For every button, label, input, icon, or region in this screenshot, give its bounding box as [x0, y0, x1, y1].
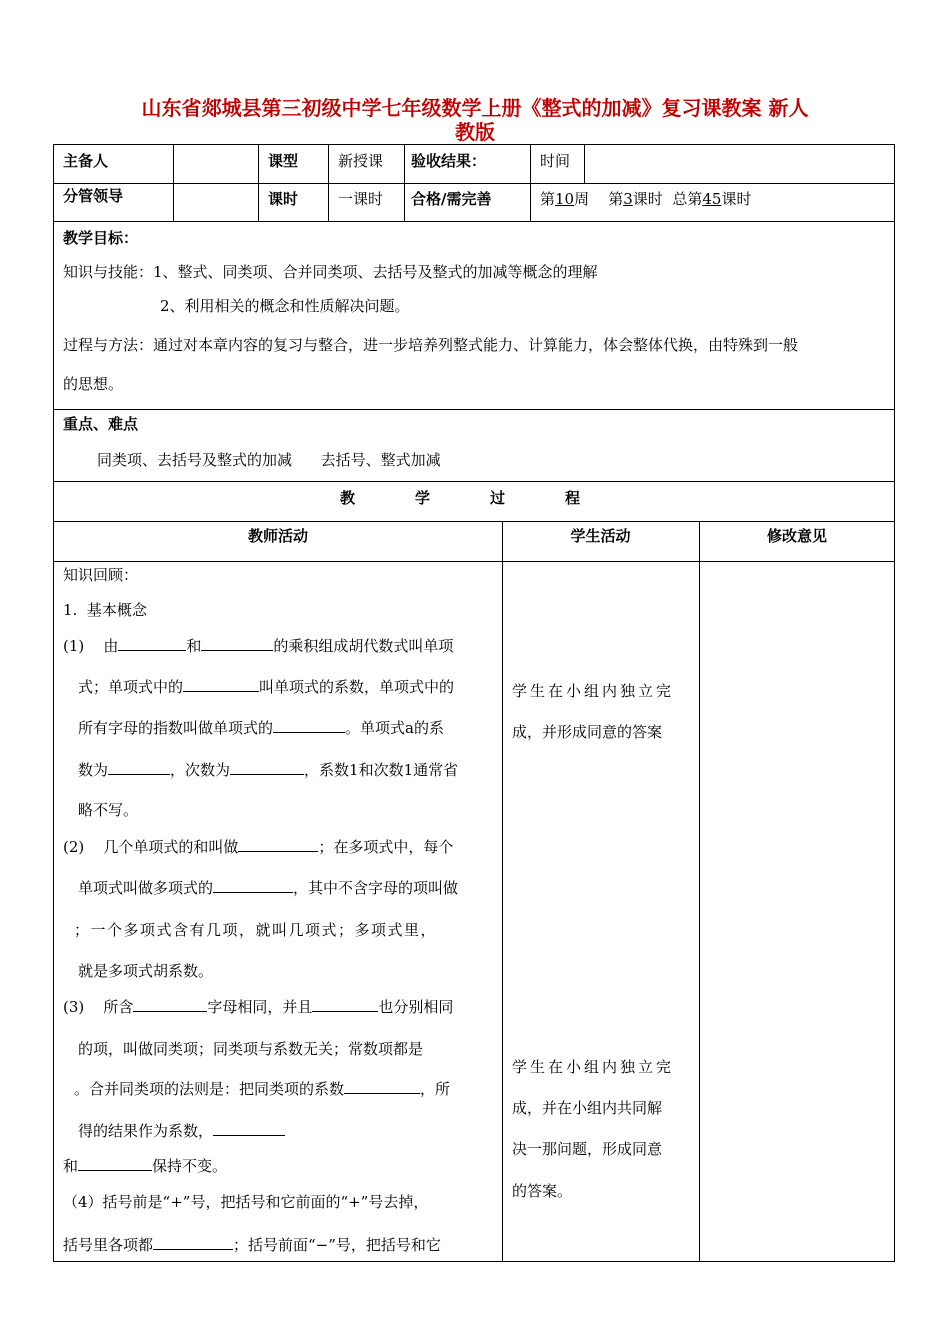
- row-divider: [54, 183, 894, 184]
- answer-blank[interactable]: [273, 718, 345, 733]
- objective-line: 2、利用相关的概念和性质解决问题。: [160, 297, 410, 315]
- concept-line: 的项，叫做同类项；同类项与系数无关；常数项都是: [78, 1040, 424, 1058]
- text-run: 也分别相同: [378, 998, 454, 1016]
- week-suffix: 周: [574, 190, 590, 208]
- text-run: (1) 由: [63, 637, 119, 655]
- text-run: 所有字母的指数叫做单项式的: [78, 719, 274, 737]
- leader-label: 分管领导: [63, 187, 124, 205]
- concept-line: [78, 677, 454, 697]
- col-divider: [173, 145, 174, 221]
- text-run: 和: [63, 1157, 79, 1175]
- text-run: (3) 所含: [63, 998, 134, 1016]
- focus-heading: 重点、难点: [63, 415, 139, 433]
- text-run: ；在多项式中，每个: [318, 838, 454, 856]
- concept-line: （4）括号前是“+”号，把括号和它前面的“+”号去掉，: [63, 1193, 429, 1211]
- text-run: ，其中不含字母的项叫做: [293, 879, 459, 897]
- student-note: 学生在小组内独立完: [512, 1058, 675, 1076]
- concept-line: [63, 636, 453, 656]
- concept-line: [63, 1235, 441, 1255]
- concept-line: [63, 1156, 227, 1176]
- review-heading: 知识回顾：: [63, 566, 139, 584]
- teacher-activity-header: 教师活动: [247, 527, 308, 545]
- student-note: 成，并在小组内共同解: [512, 1099, 663, 1117]
- text-run: 式；单项式中的: [78, 678, 184, 696]
- concept-line: [74, 1079, 450, 1099]
- concept-line: ；一个多项式含有几项，就叫几项式；多项式里，: [74, 921, 438, 939]
- text-run: ，次数为: [170, 761, 231, 779]
- pass-label: 合格/需完善: [411, 190, 492, 208]
- concept-line: 略不写。: [78, 801, 139, 819]
- document-title-line2: 教版: [455, 120, 495, 144]
- text-run: ，所: [420, 1080, 451, 1098]
- student-note: 的答案。: [512, 1182, 573, 1200]
- concept-line: 就是多项式胡系数。: [78, 962, 214, 980]
- text-run: 单项式叫做多项式的: [78, 879, 214, 897]
- col-divider: [530, 145, 531, 221]
- process-char: 教: [339, 489, 355, 507]
- answer-blank[interactable]: [213, 1121, 285, 1136]
- text-run: (2) 几个单项式的和叫做: [63, 838, 239, 856]
- hours-label: 课时: [268, 190, 299, 208]
- answer-blank[interactable]: [312, 997, 378, 1012]
- objectives-heading: 教学目标：: [63, 229, 139, 247]
- col-divider: [699, 521, 700, 1261]
- text-run: 的乘积组成胡代数式叫单项: [273, 637, 454, 655]
- process-char: 过: [489, 489, 505, 507]
- concept-line: [78, 878, 458, 898]
- check-label: 验收结果：: [411, 152, 487, 170]
- concept-line: [78, 1121, 285, 1141]
- answer-blank[interactable]: [78, 1156, 152, 1171]
- time-label: 时间: [540, 152, 571, 170]
- text-run: 和: [186, 637, 202, 655]
- focus-content: 同类项、去括号及整式的加减 去括号、整式加减: [97, 451, 441, 469]
- row-divider: [54, 561, 894, 562]
- document-title-line1: 山东省郯城县第三初级中学七年级数学上册《整式的加减》复习课教案 新人: [141, 96, 809, 120]
- text-run: 括号里各项都: [63, 1236, 154, 1254]
- text-run: 得的结果作为系数，: [78, 1122, 214, 1140]
- text-run: 保持不变。: [152, 1157, 228, 1175]
- concept-line: [78, 718, 444, 738]
- text-run: 。单项式a的系: [345, 719, 444, 737]
- student-note: 成，并形成同意的答案: [512, 723, 663, 741]
- row-divider: [54, 409, 894, 410]
- answer-blank[interactable]: [133, 997, 207, 1012]
- lesson-suffix: 课时: [632, 190, 663, 208]
- process-heading: [310, 489, 610, 507]
- lesson-number: 3: [623, 190, 633, 208]
- col-divider: [258, 145, 259, 221]
- type-value: 新授课: [338, 152, 384, 170]
- answer-blank[interactable]: [238, 837, 318, 852]
- schedule-info: [540, 190, 751, 208]
- process-char: 学: [414, 489, 430, 507]
- text-run: 字母相同，并且: [207, 998, 313, 1016]
- answer-blank[interactable]: [344, 1079, 420, 1094]
- objective-line: 知识与技能：1、整式、同类项、合并同类项、去括号及整式的加减等概念的理解: [63, 263, 598, 281]
- revision-header: 修改意见: [766, 527, 827, 545]
- concept-line: [63, 837, 453, 857]
- concept-line: [78, 760, 458, 780]
- process-char: 程: [564, 489, 580, 507]
- row-divider: [54, 221, 894, 222]
- row-divider: [54, 481, 894, 482]
- total-suffix: 课时: [721, 190, 752, 208]
- text-run: 叫单项式的系数，单项式中的: [259, 678, 455, 696]
- preparer-label: 主备人: [63, 152, 109, 170]
- answer-blank[interactable]: [183, 677, 259, 692]
- answer-blank[interactable]: [201, 636, 273, 651]
- answer-blank[interactable]: [153, 1235, 233, 1250]
- total-prefix: 总第: [672, 190, 703, 208]
- concept-line: [63, 997, 453, 1017]
- text-run: ；括号前面“−”号，把括号和它: [233, 1236, 441, 1254]
- hours-value: 一课时: [338, 190, 384, 208]
- answer-blank[interactable]: [108, 760, 170, 775]
- lesson-prefix: 第: [608, 190, 624, 208]
- row-divider: [54, 521, 894, 522]
- text-run: ，系数1和次数1通常省: [304, 761, 459, 779]
- text-run: 。合并同类项的法则是：把同类项的系数: [74, 1080, 345, 1098]
- objective-line: 的思想。: [63, 375, 124, 393]
- objective-line: 过程与方法：通过对本章内容的复习与整合，进一步培养列整式能力、计算能力，体会整体代换，由特殊到一般: [63, 336, 799, 354]
- week-number: 10: [555, 190, 575, 208]
- col-divider: [502, 521, 503, 1261]
- student-note: 学生在小组内独立完: [512, 682, 675, 700]
- text-run: 数为: [78, 761, 109, 779]
- student-activity-header: 学生活动: [570, 527, 631, 545]
- total-number: 45: [702, 190, 722, 208]
- student-note: 决一那问题，形成同意: [512, 1140, 663, 1158]
- col-divider: [584, 145, 585, 183]
- col-divider: [328, 145, 329, 221]
- type-label: 课型: [268, 152, 299, 170]
- week-prefix: 第: [540, 190, 556, 208]
- answer-blank[interactable]: [213, 878, 293, 893]
- answer-blank[interactable]: [230, 760, 304, 775]
- col-divider: [404, 145, 405, 221]
- answer-blank[interactable]: [118, 636, 186, 651]
- basic-concepts: 1. 基本概念: [63, 601, 147, 619]
